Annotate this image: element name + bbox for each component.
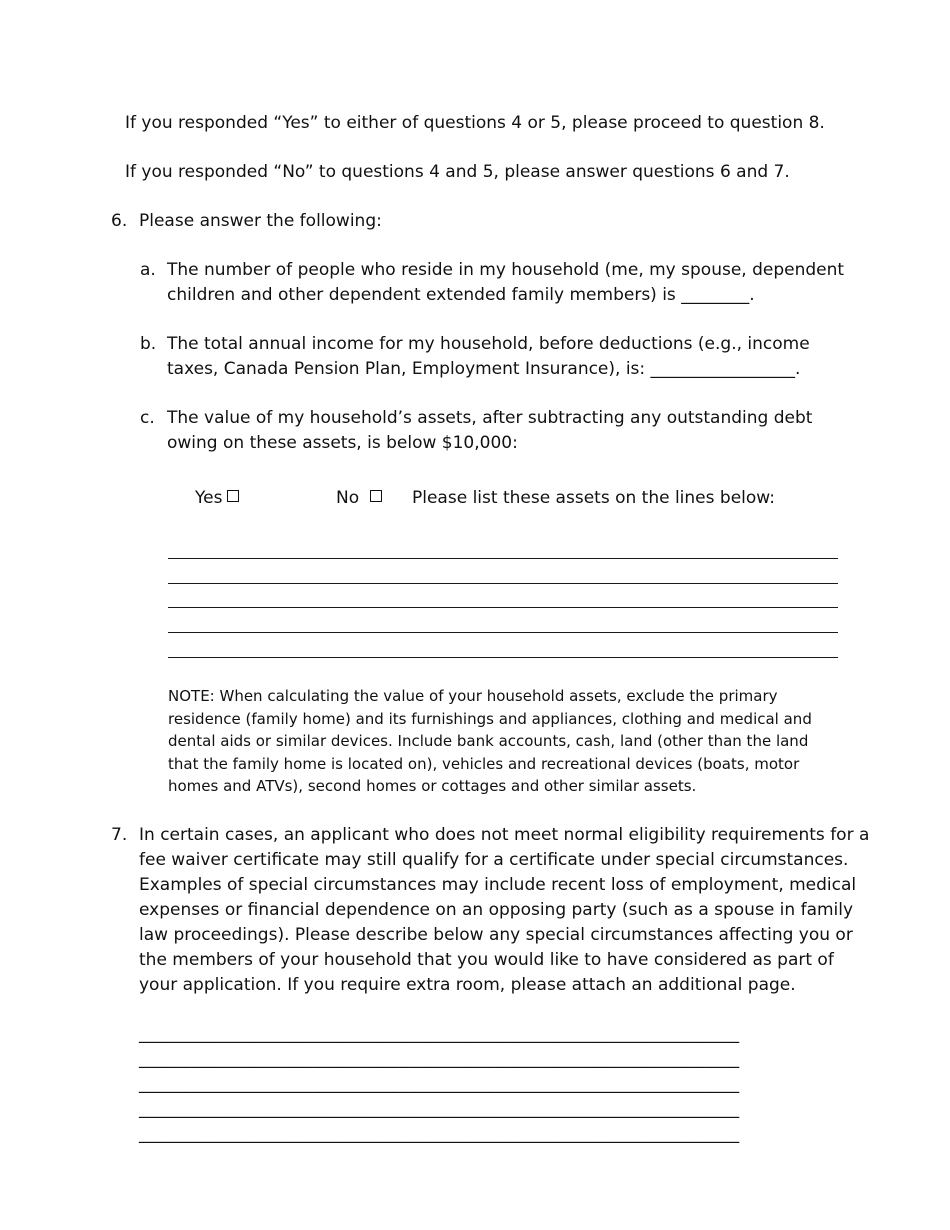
no-label: No [336,488,360,508]
note-line: residence (family home) and its furnishings and appliances, clothing and medical and [168,709,812,728]
asset-line[interactable] [168,632,838,633]
no-checkbox[interactable] [370,490,382,502]
note-line: homes and ATVs), second homes or cottages and other similar assets. [168,777,697,795]
q6b-line1: The total annual income for my household, before deductions (e.g., income [167,334,810,354]
q6-number: 6. [111,211,128,231]
asset-line[interactable] [168,583,838,584]
instruction-no: If you responded “No” to questions 4 and 5, please answer questions 6 and 7. [125,162,790,182]
q6a-line1: The number of people who reside in my household (me, my spouse, dependent [167,260,845,280]
q7-number: 7. [111,825,128,845]
q6c-letter: c. [140,408,155,428]
instruction-yes: If you responded “Yes” to either of questions 4 or 5, please proceed to question 8. [125,113,825,133]
q7-line: law proceedings). Please describe below any special circumstances affecting you or [139,925,853,945]
q7-line: your application. If you require extra room, please attach an additional page. [139,975,796,995]
answer-line[interactable]: _____________________________________________________________________ [139,1099,740,1119]
q6b-letter: b. [140,334,157,354]
asset-line[interactable] [168,558,838,559]
no-option[interactable] [336,486,382,511]
yes-option[interactable] [195,486,239,511]
q7-line: fee waiver certificate may still qualify for a certificate under special circumstances. [139,850,849,870]
q7-line: expenses or financial dependence on an opposing party (such as a spouse in family [139,900,854,920]
q6a-letter: a. [140,260,156,280]
q6c-line1: The value of my household’s assets, after subtracting any outstanding debt [167,408,813,428]
assets-list-instruction: Please list these assets on the lines below: [412,488,775,508]
yes-checkbox[interactable] [227,490,239,502]
yes-label: Yes [195,488,223,508]
answer-line[interactable]: _____________________________________________________________________ [139,1024,740,1044]
asset-line[interactable] [168,657,838,658]
answer-line[interactable]: _____________________________________________________________________ [139,1124,740,1144]
q7-line: In certain cases, an applicant who does not meet normal eligibility requirements for a [139,825,870,845]
answer-line[interactable]: _____________________________________________________________________ [139,1049,740,1069]
q7-line: the members of your household that you would like to have considered as part of [139,950,834,970]
note-line: dental aids or similar devices. Include bank accounts, cash, land (other than the land [168,732,809,750]
note-line: that the family home is located on), vehicles and recreational devices (boats, motor [168,754,800,773]
q7-text [139,823,870,998]
q6c-line2: owing on these assets, is below $10,000: [167,433,518,453]
q6a-line2: children and other dependent extended family members) is ________. [167,285,755,305]
q6b-line2: taxes, Canada Pension Plan, Employment Insurance), is: _________________. [167,359,801,379]
asset-line[interactable] [168,607,838,608]
assets-note [168,685,848,798]
q7-line: Examples of special circumstances may include recent loss of employment, medical [139,875,857,895]
answer-line[interactable]: _____________________________________________________________________ [139,1074,740,1094]
note-line: NOTE: When calculating the value of your household assets, exclude the primary [168,687,778,705]
q6-text: Please answer the following: [139,211,382,231]
